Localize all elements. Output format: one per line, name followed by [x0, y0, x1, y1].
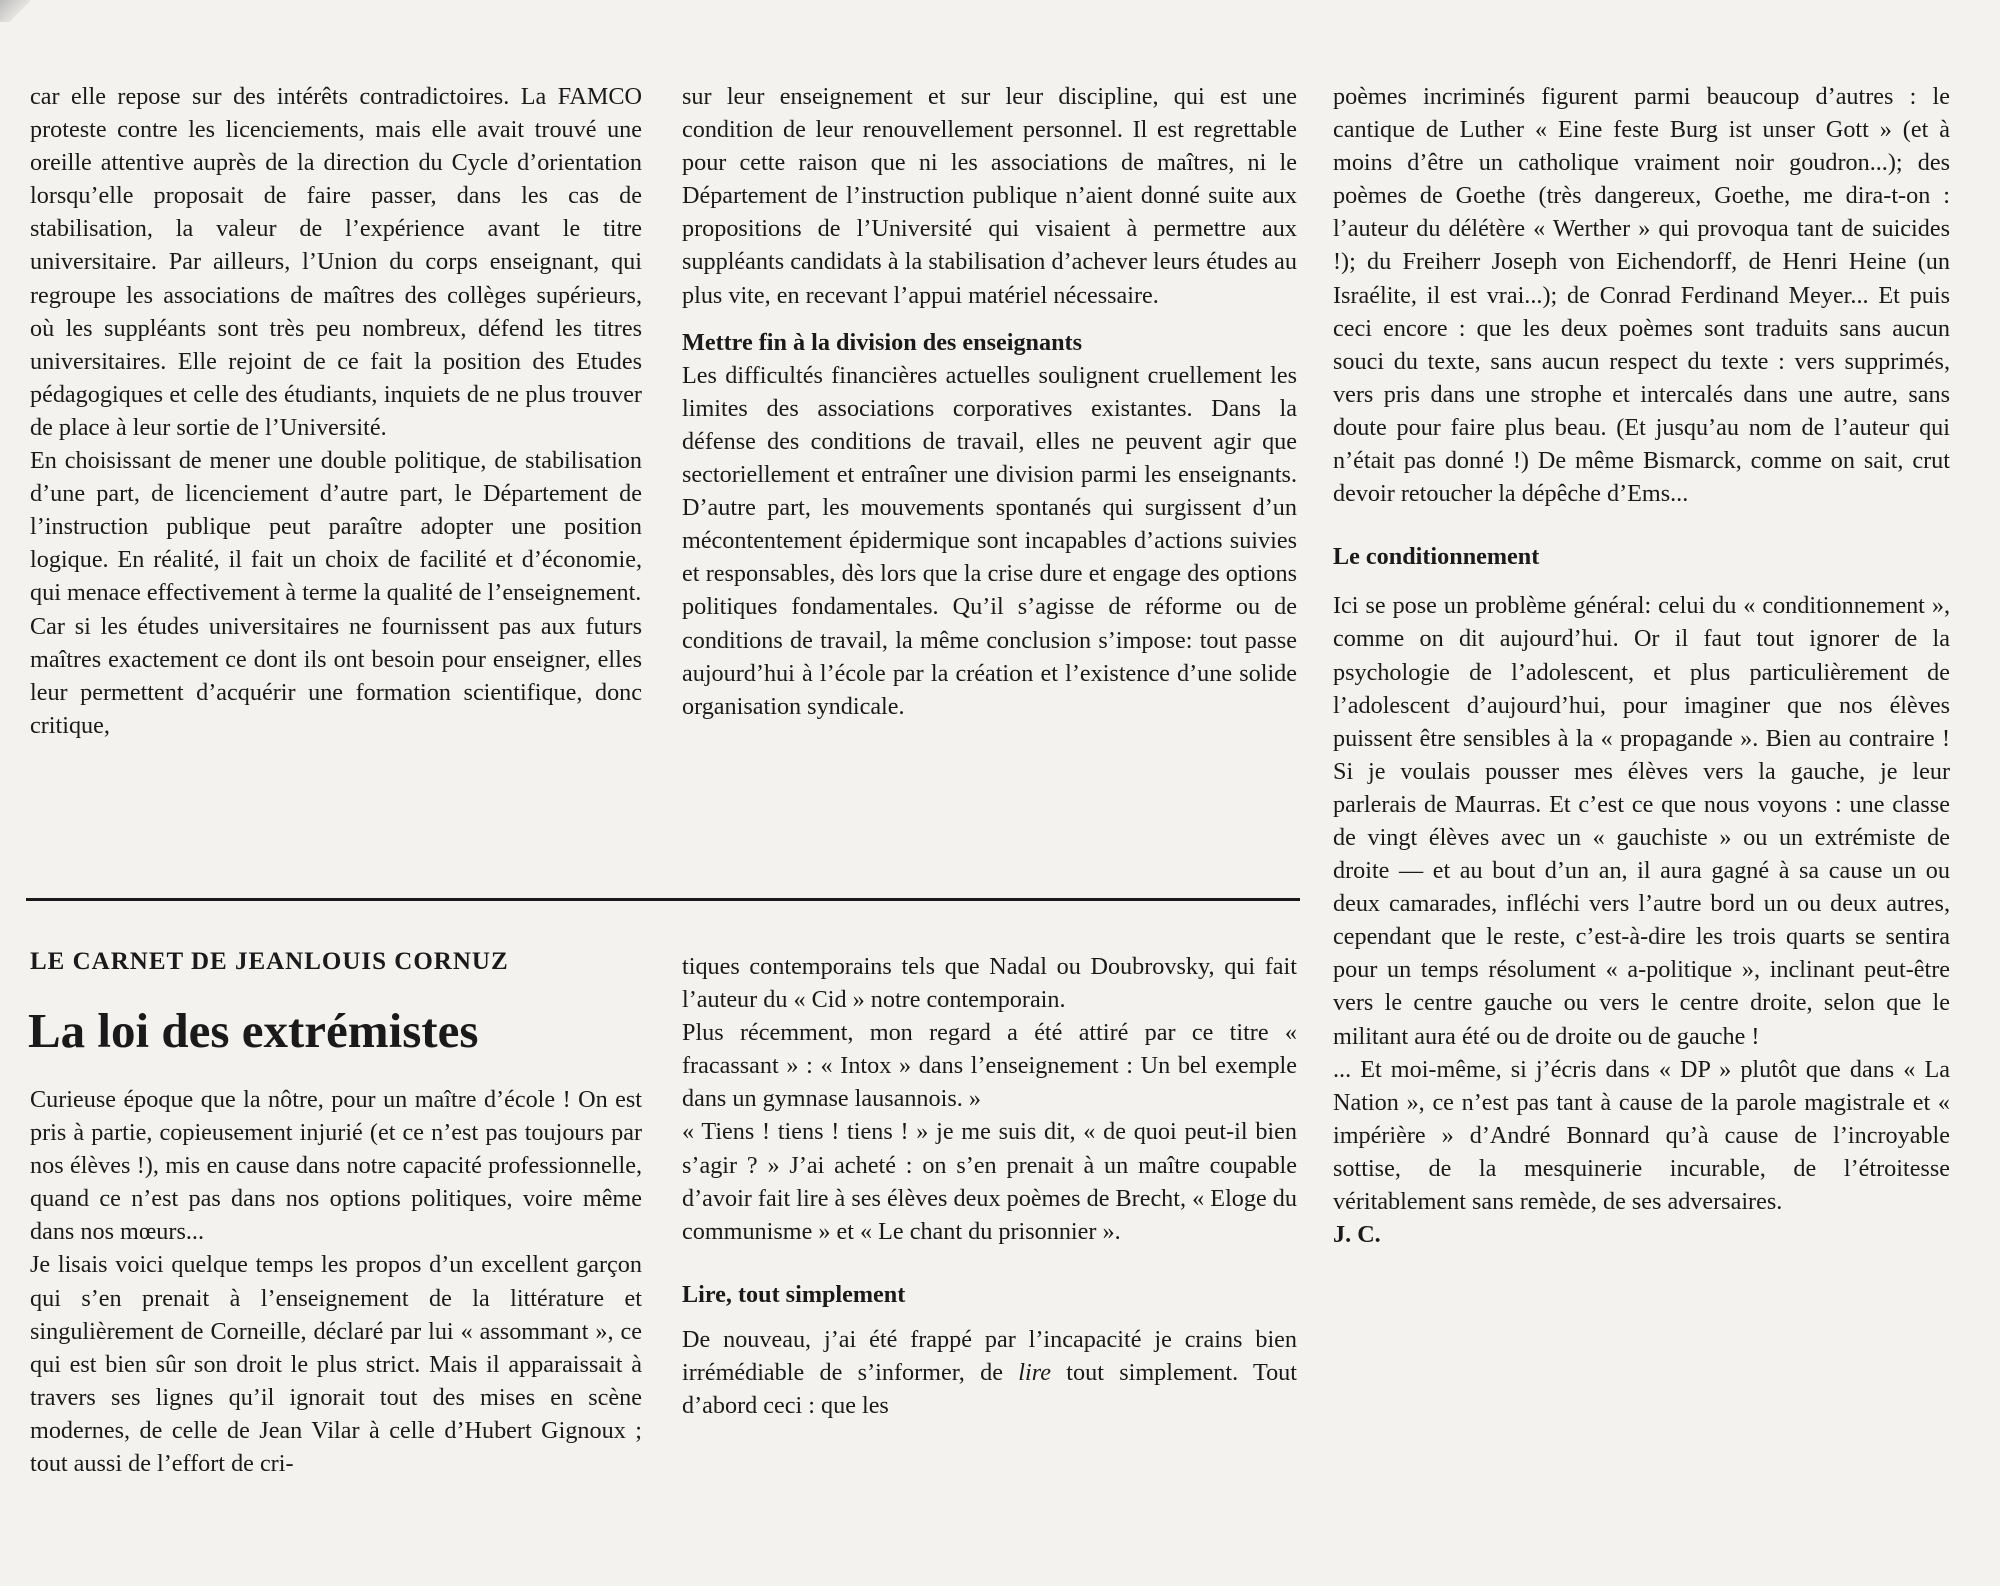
paragraph — [682, 1323, 1297, 1422]
paragraph: Ici se pose un problème général: celui du « conditionnement », comme on dit aujourd’hui. Or il faut tout ignorer de la psychologie de l’adolescent, et plus particulièrement de l’adolescent d’aujourd’hui, pour imaginer que nos élèves puissent être sensibles à la « propagande ». Bien au contraire ! Si je voulais pousser mes élèves vers la gauche, je leur parlerais de Maurras. Et c’est ce que nous voyons : une classe de vingt élèves avec un « gauchiste » ou un extrémiste de droite — et au bout d’un an, il aura gagné à sa cause un ou deux camarades, infléchi vers l’autre bord un ou deux autres, cependant que le reste, c’est-à-dire les trois quarts se sentira pour un temps résolument « a-politique », inclinant peut-être vers le centre gauche ou vers le centre droite, selon que le militant aura été ou de droite ou de gauche ! — [1333, 592, 1950, 1050]
column-bottom-middle — [682, 950, 1297, 1422]
paragraph: Curieuse époque que la nôtre, pour un maître d’école ! On est pris à partie, copieusement injurié (et ce n’est pas toujours par nos élèves !), mis en cause dans notre capacité professionnelle, quand ce n’est pas dans nos options politiques, voire même dans nos mœurs... — [30, 1086, 642, 1246]
paragraph: « Tiens ! tiens ! tiens ! » je me suis dit, « de quoi peut-il bien s’agir ? » J’ai acheté : on s’en prenait à un maître coupable d’avoir fait lire à ses élèves deux poèmes de Brecht, « Eloge du communisme » et « Le chant du prisonnier ». — [682, 1118, 1297, 1245]
paragraph: Je lisais voici quelque temps les propos d’un excellent garçon qui s’en prenait à l’enseignement de la littérature et singulièrement de Corneille, déclaré par lui « assommant », ce qui est bien sûr son droit le plus strict. Mais il apparaissait à travers ses lignes qu’il ignorait tout des mises en scène modernes, de celle de Jean Vilar à celle d’Hubert Gignoux ; tout aussi de l’effort de cri- — [30, 1251, 642, 1478]
paragraph: poèmes incriminés figurent parmi beaucoup d’autres : le cantique de Luther « Eine feste Burg ist unser Gott » (et à moins d’être un catholique vraiment noir goudron...); des poèmes de Goethe (très dangereux, Goethe, me dira-t-on : l’auteur du délétère « Werther » qui provoqua tant de suicides !); du Freiherr Joseph von Eichendorff, de Henri Heine (un Israélite, il est vrai...); de Conrad Ferdinand Meyer... Et puis ceci encore : que les deux poèmes sont traduits sans aucun souci du texte, sans aucun respect du texte : vers supprimés, vers pris dans une strophe et intercalés dans une autre, sans doute pour faire plus beau. (Et jusqu’au nom de l’auteur qui n’était pas donné !) De même Bismarck, comme on sait, crut devoir retoucher la dépêche d’Ems... — [1333, 83, 1950, 508]
text-run: De nouveau, j’ai été frappé par l’incapacité je crains bien irrémédiable de s’informer, de — [682, 1325, 1297, 1387]
emphasis: lire — [1018, 1359, 1051, 1387]
paragraph: Plus récemment, mon regard a été attiré par ce titre « fracassant » : « Intox » dans l’enseignement : Un bel exemple dans un gymnase lausannois. » — [682, 1019, 1297, 1113]
signature: J. C. — [1333, 1221, 1381, 1249]
paragraph: Car si les études universitaires ne fournissent pas aux futurs maîtres exactement ce dont ils ont besoin pour enseigner, elles leur permettent d’acquérir une formation scientifique, donc critique, — [30, 612, 642, 739]
page-corner-fold — [0, 0, 30, 22]
text-run: tout simplement. Tout d’abord ceci : que les — [682, 1359, 1297, 1420]
column-bottom-left — [30, 1083, 642, 1480]
paragraph: En choisissant de mener une double politique, de stabilisation d’une part, de licenciement d’autre part, le Département de l’instruction publique peut paraître adopter une position logique. En réalité, il fait un choix de facilité et d’économie, qui menace effectivement à terme la qualité de l’enseignement. — [30, 447, 642, 607]
article-headline: La loi des extrémistes — [28, 1003, 479, 1058]
column-top-middle — [682, 80, 1297, 723]
paragraph: tiques contemporains tels que Nadal ou Doubrovsky, qui fait l’auteur du « Cid » notre contemporain. — [682, 953, 1297, 1014]
paragraph: ... Et moi-même, si j’écris dans « DP » plutôt que dans « La Nation », ce n’est pas tant à cause de la parole magistrale et « impérière » d’André Bonnard qu’à cause de l’incroyable sottise, de la mesquinerie incurable, de l’étroitesse véritablement sans remède, de ses adversaires. — [1333, 1055, 1950, 1215]
column-top-left — [30, 80, 642, 742]
column-right — [1333, 80, 1950, 1251]
section-heading: Lire, tout simplement — [682, 1280, 906, 1308]
paragraph: sur leur enseignement et sur leur discipline, qui est une condition de leur renouvellement personnel. Il est regrettable pour cette raison que ni les associations de maîtres, ni le Département de l’instruction publique n’aient donné suite aux propositions de l’Université qui visaient à permettre aux suppléants candidats à la stabilisation d’achever leurs études au plus vite, en recevant l’appui matériel nécessaire. — [682, 83, 1297, 309]
paragraph: car elle repose sur des intérêts contradictoires. La FAMCO proteste contre les licenciements, mais elle avait trouvé une oreille attentive auprès de la direction du Cycle d’orientation lorsqu’elle proposait de faire passer, dans les cas de stabilisation, la valeur de l’expérience avant le titre universitaire. Par ailleurs, l’Union du corps enseignant, qui regroupe les associations de maîtres des collèges supérieurs, où les suppléants sont très peu nombreux, défend les titres universitaires. Elle rejoint de ce fait la position des Etudes pédagogiques et celle des étudiants, inquiets de ne plus trouver de place à leur sortie de l’Université. — [30, 83, 642, 441]
section-divider — [26, 898, 1300, 901]
section-heading: Le conditionnement — [1333, 543, 1540, 571]
section-heading: Mettre fin à la division des enseignants — [682, 328, 1083, 356]
paragraph: Les difficultés financières actuelles soulignent cruellement les limites des associations corporatives existantes. Dans la défense des conditions de travail, elles ne peuvent agir que sectoriellement et entraîner une division parmi les enseignants. D’autre part, les mouvements spontanés qui surgissent d’un mécontentement épidermique sont incapables d’actions suivies et responsables, dès lors que la crise dure et engage des options politiques fondamentales. Qu’il s’agisse de réforme ou de conditions de travail, la même conclusion s’impose: tout passe aujourd’hui à l’école par la création et l’existence d’une solide organisation syndicale. — [682, 361, 1297, 720]
article-kicker: LE CARNET DE JEANLOUIS CORNUZ — [30, 948, 509, 975]
